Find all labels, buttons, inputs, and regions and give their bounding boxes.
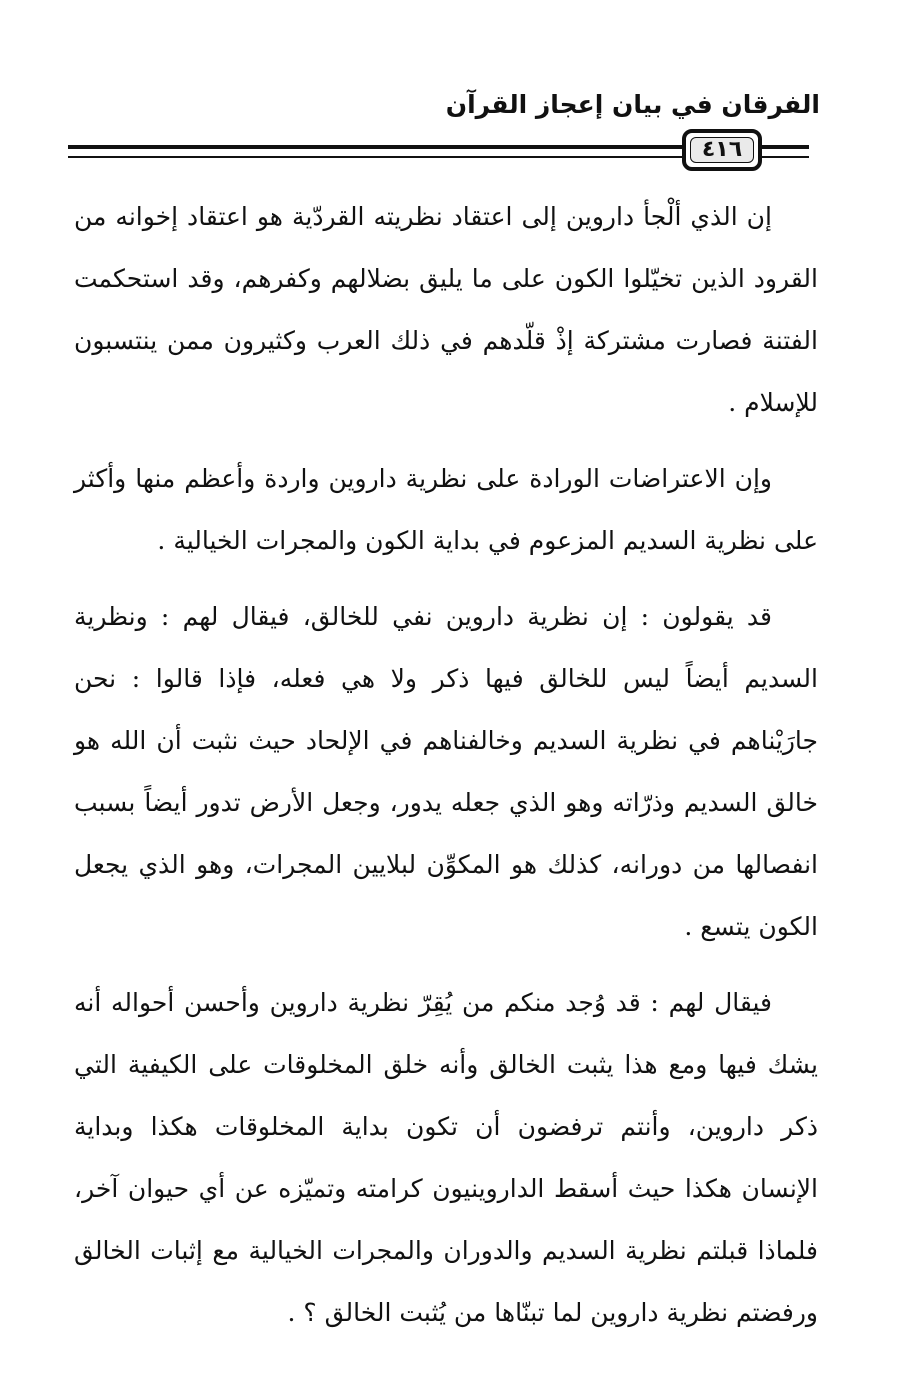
paragraph-2: وإن الاعتراضات الورادة على نظرية داروين واردة وأعظم منها وأكثر على نظرية السديم المزعوم في بداية الكون والمجرات الخيالية . [74, 464, 818, 555]
paragraph-4: فيقال لهم : قد وُجد منكم من يُقِرّ نظرية داروين وأحسن أحواله أنه يشك فيها ومع هذا يثبت الخالق وأنه خلق المخلوقات على الكيفية التي ذكر داروين، وأنتم ترفضون أن تكون بداية المخلوقات هكذا وبداية الإنسان هكذا حيث أسقط الداروينيون كرامته وتميّزه عن أي حيوان آخر، فلماذا قبلتم نظرية السديم والدوران والمجرات الخيالية مع إثبات الخالق ورفضتم نظرية داروين لما تبنّاها من يُثبت الخالق ؟ . [74, 988, 818, 1327]
body-text [74, 186, 818, 1358]
page-number-frame [682, 129, 762, 171]
paragraph-3: قد يقولون : إن نظرية داروين نفي للخالق، فيقال لهم : ونظرية السديم أيضاً ليس للخالق فيها ذكر ولا هي فعله، فإذا قالوا : نحن جارَيْناهم في نظرية السديم وخالفناهم في الإلحاد حيث نثبت أن الله هو خالق السديم وذرّاته وهو الذي جعله يدور، وجعل الأرض تدور أيضاً بسبب انفصالها من دورانه، كذلك هو المكوِّن لبلايين المجرات، وهو الذي يجعل الكون يتسع . [74, 602, 818, 941]
page-number: ٤١٦ [701, 137, 743, 162]
paragraph-1: إن الذي ألْجأ داروين إلى اعتقاد نظريته القردّية هو اعتقاد إخوانه من القرود الذين تخيّلوا الكون على ما يليق بضلالهم وكفرهم، وقد استحكمت الفتنة فصارت مشتركة إذْ قلّدهم في ذلك العرب وكثيرون ممن ينتسبون للإسلام . [74, 202, 818, 417]
running-header-title: الفرقان في بيان إعجاز القرآن [445, 90, 820, 119]
